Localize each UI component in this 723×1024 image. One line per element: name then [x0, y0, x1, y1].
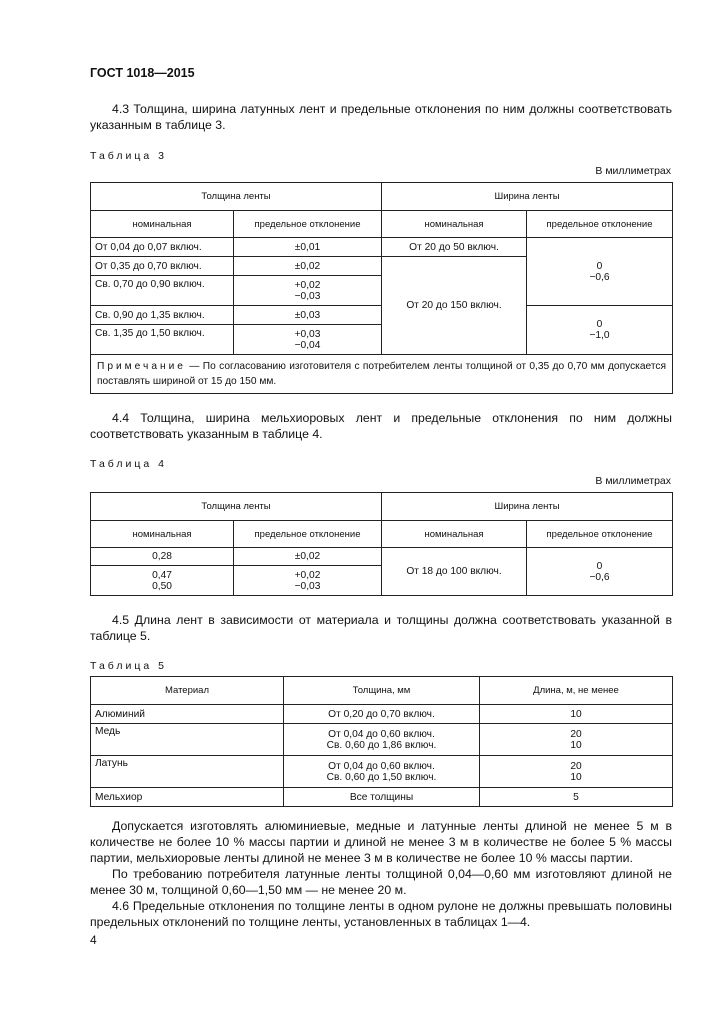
paragraph-allowance: Допускается изготовлять алюминиевые, медные и латунные ленты длиной не менее 5 м в количестве не более 10 % массы партии и длиной не менее 3 м в количестве не более 5 % массы партии, мельхиоровые ленты длиной не менее 3 м в количестве не более 10 % массы партии.	[90, 819, 672, 865]
table-4-sub-nominal: номинальная	[91, 521, 234, 548]
table-cell: 5	[480, 788, 673, 807]
table-4-sub-nominal-width: номинальная	[382, 521, 527, 548]
table-row: Св. 0,90 до 1,35 включ.	[91, 306, 234, 325]
length-value: 20	[570, 728, 582, 740]
width-dev-upper: 0	[596, 260, 603, 272]
table-3-sub-nominal-width: номинальная	[382, 211, 527, 238]
dev-lower: −0,03	[294, 290, 321, 302]
length-value: 20	[570, 760, 582, 772]
table-row: От 0,35 до 0,70 включ.	[91, 257, 234, 276]
table-4-head-thickness: Толщина ленты	[91, 493, 382, 521]
width-dev-upper: 0	[596, 560, 603, 572]
table-cell	[234, 325, 382, 355]
dev-lower: −0,04	[294, 339, 321, 351]
table-5-head-thickness: Толщина, мм	[284, 677, 480, 705]
table-cell: От 20 до 50 включ.	[382, 238, 527, 257]
table-3-sub-nominal: номинальная	[91, 211, 234, 238]
table-cell	[527, 306, 673, 355]
paragraph-4-3: 4.3 Толщина, ширина латунных лент и предельные отклонения по ним должны соответствовать указанным в таблице 3.	[90, 102, 672, 132]
table-row: От 0,04 до 0,07 включ.	[91, 238, 234, 257]
dev-upper: +0,02	[294, 279, 321, 291]
note-text: — По согласованию изготовителя с потребителем ленты толщиной от 0,35 до 0,70 мм допускается поставлять шириной от 15 до 150 мм.	[97, 361, 666, 387]
paragraph-4-4: 4.4 Толщина, ширина мельхиоровых лент и предельные отклонения по ним должны соответствовать указанным в таблице 4.	[90, 411, 672, 441]
table-4-head-width: Ширина ленты	[382, 493, 673, 521]
table-cell: ±0,02	[234, 548, 382, 566]
table-3-sub-deviation: предельное отклонение	[234, 211, 382, 238]
table-cell: ±0,02	[234, 257, 382, 276]
table-cell	[234, 566, 382, 596]
width-dev-lower: −1,0	[589, 330, 610, 341]
table-row: Алюминий	[91, 705, 284, 724]
table-row: Мельхиор	[91, 788, 284, 807]
thickness-range: Св. 0,60 до 1,50 включ.	[326, 771, 437, 783]
length-value: 10	[570, 739, 582, 751]
length-value: 10	[570, 771, 582, 783]
thickness-range: Св. 0,60 до 1,86 включ.	[326, 739, 437, 751]
table-5-head-material: Материал	[91, 677, 284, 705]
table-row: Св. 0,70 до 0,90 включ.	[91, 276, 234, 306]
paragraph-4-6: 4.6 Предельные отклонения по толщине ленты в одном рулоне не должны превышать половины предельных отклонений по толщине ленты, установленных в таблицах 1—4.	[90, 899, 672, 929]
table-row	[91, 566, 234, 596]
document-header: ГОСТ 1018—2015	[90, 66, 195, 80]
table-cell	[284, 756, 480, 788]
table-3-sub-deviation-width: предельное отклонение	[527, 211, 673, 238]
table-cell: 10	[480, 705, 673, 724]
table-4-sub-deviation-width: предельное отклонение	[527, 521, 673, 548]
paragraph-customer-request: По требованию потребителя латунные ленты толщиной 0,04—0,60 мм изготовляют длиной не менее 30 м, толщиной 0,60—1,50 мм — не менее 20 м.	[90, 867, 672, 897]
note-label: Примечание	[97, 361, 186, 372]
paragraph-4-5: 4.5 Длина лент в зависимости от материала и толщины должна соответствовать указанной в таблице 5.	[90, 613, 672, 643]
table-4-caption: Таблица 4	[90, 458, 167, 470]
table-3-head-thickness: Толщина ленты	[91, 183, 382, 211]
table-cell	[527, 548, 673, 596]
table-cell: ±0,01	[234, 238, 382, 257]
table-3	[90, 182, 673, 394]
table-3-caption: Таблица 3	[90, 150, 167, 162]
table-cell: От 18 до 100 включ.	[382, 548, 527, 596]
table-5-caption: Таблица 5	[90, 660, 167, 672]
table-row: Латунь	[91, 756, 284, 788]
table-row: Св. 1,35 до 1,50 включ.	[91, 325, 234, 355]
width-dev-upper: 0	[596, 319, 603, 330]
dev-lower: −0,03	[294, 580, 321, 592]
table-cell	[480, 724, 673, 756]
table-5-head-length: Длина, м, не менее	[480, 677, 673, 705]
table-3-head-width: Ширина ленты	[382, 183, 673, 211]
table-cell	[527, 238, 673, 306]
dev-upper: +0,02	[294, 569, 321, 581]
thickness-range: От 0,04 до 0,60 включ.	[328, 760, 435, 772]
table-cell: Все толщины	[284, 788, 480, 807]
thickness-range: От 0,04 до 0,60 включ.	[328, 728, 435, 740]
page-number: 4	[90, 933, 97, 947]
table-4	[90, 492, 673, 596]
nominal-upper: 0,47	[152, 569, 172, 581]
table-3-units: В миллиметрах	[595, 165, 671, 177]
table-4-sub-deviation: предельное отклонение	[234, 521, 382, 548]
table-3-note	[91, 355, 673, 394]
table-cell	[284, 724, 480, 756]
table-cell: ±0,03	[234, 306, 382, 325]
table-cell	[234, 276, 382, 306]
table-cell: От 0,20 до 0,70 включ.	[284, 705, 480, 724]
table-5	[90, 676, 673, 807]
table-cell: От 20 до 150 включ.	[382, 257, 527, 355]
dev-upper: +0,03	[294, 328, 321, 340]
width-dev-lower: −0,6	[589, 571, 610, 583]
table-4-units: В миллиметрах	[595, 475, 671, 487]
width-dev-lower: −0,6	[589, 271, 610, 283]
table-cell	[480, 756, 673, 788]
table-row: 0,28	[91, 548, 234, 566]
table-row: Медь	[91, 724, 284, 756]
nominal-lower: 0,50	[152, 580, 172, 592]
